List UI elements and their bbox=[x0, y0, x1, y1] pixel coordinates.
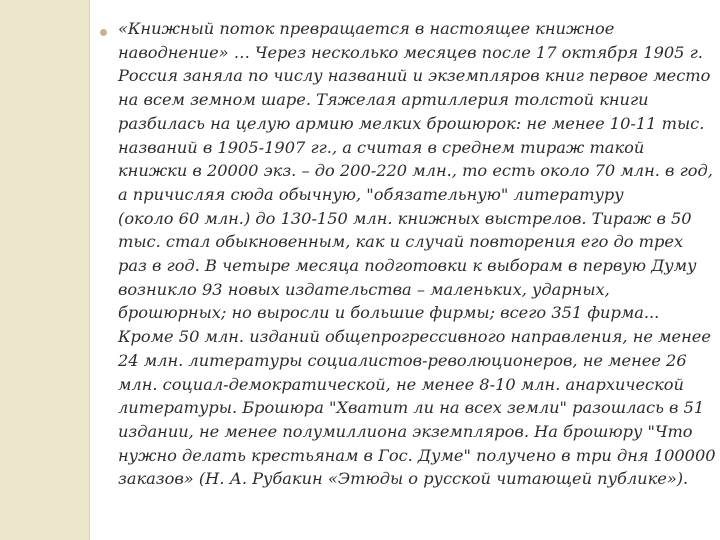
paragraph-line: литературы. Брошюра "Хватит ли на всех земли" разошлась в 51 bbox=[118, 398, 705, 418]
paragraph-line: тыс. стал обыкновенным, как и случай повторения его до трех bbox=[118, 232, 684, 252]
paragraph-line: (около 60 млн.) до 130-150 млн. книжных выстрелов. Тираж в 50 bbox=[118, 208, 692, 228]
paragraph-line: Кроме 50 млн. изданий общепрогрессивного направления, не менее bbox=[118, 327, 711, 347]
paragraph-line: раз в год. В четыре месяца подготовки к выборам в первую Думу bbox=[118, 256, 697, 276]
paragraph-line: млн. социал-демократической, не менее 8-10 млн. анархической bbox=[118, 374, 684, 394]
paragraph-line: наводнение» … Через несколько месяцев после 17 октября 1905 г. bbox=[118, 42, 703, 62]
paragraph-line: названий в 1905-1907 гг., а считая в среднем тираж такой bbox=[118, 137, 645, 157]
paragraph-line: разбилась на целую армию мелких брошюрок: не менее 10-11 тыс. bbox=[118, 113, 705, 133]
paragraph-line: 24 млн. литературы социалистов-революционеров, не менее 26 bbox=[118, 350, 687, 370]
paragraph-line: Россия заняла по числу названий и экземпляров книг первое место bbox=[118, 66, 711, 86]
paragraph-line: издании, не менее полумиллиона экземпляров. На брошюру "Что bbox=[118, 421, 693, 441]
paragraph-line: на всем земном шаре. Тяжелая артиллерия толстой книги bbox=[118, 90, 649, 110]
decorative-left-band bbox=[0, 0, 90, 540]
paragraph-line: возникло 93 новых издательства – маленьких, ударных, bbox=[118, 279, 610, 299]
paragraph-line: книжки в 20000 экз. – до 200-220 млн., то есть около 70 млн. в год, bbox=[118, 161, 713, 181]
paragraph-line: заказов» (Н. А. Рубакин «Этюды о русской читающей публике»). bbox=[118, 469, 689, 489]
paragraph-line: а причисляя сюда обычную, "обязательную" литературу bbox=[118, 184, 624, 204]
paragraph-line: нужно делать крестьянам в Гос. Думе" получено в три дня 100000 bbox=[118, 445, 716, 465]
bullet-marker bbox=[100, 29, 107, 36]
quotation-paragraph bbox=[118, 17, 716, 491]
paragraph-line: «Книжный поток превращается в настоящее книжное bbox=[118, 19, 615, 38]
paragraph-line: брошюрных; но выросли и большие фирмы; всего 351 фирма... bbox=[118, 303, 660, 323]
